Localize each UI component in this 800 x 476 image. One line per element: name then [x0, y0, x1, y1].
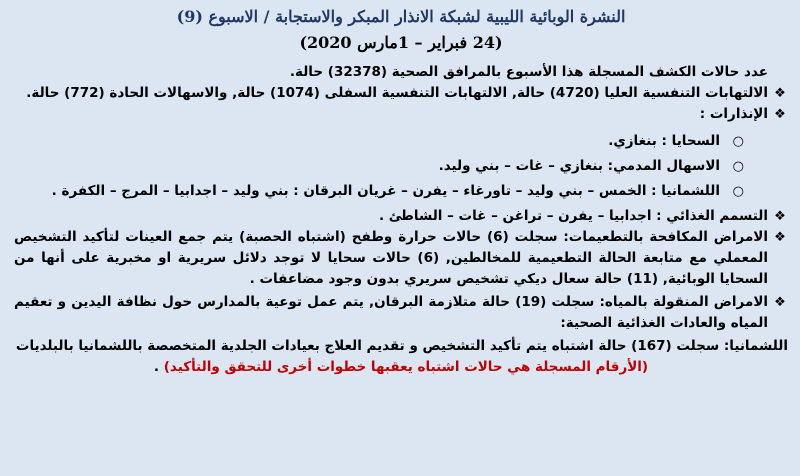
diamond-bullet-icon: ❖ [774, 295, 786, 310]
leishmaniasis-note: اللشمانيا: سجلت (167) حالة اشتباه يتم تأكيد التشخيص و تقديم العلاج بعيادات الجلدية المتخصصة باللشمانيا بالبلديات [15, 338, 788, 354]
circle-bullet-icon: ○ [732, 159, 744, 174]
waterborne-bullet [14, 292, 788, 334]
respiratory-text: الالتهابات التنفسية العليا (4720) حالة, الالتهابات التنفسية السفلى (1074) حالة, والاسهالات الحادة (772) حالة. [26, 85, 768, 101]
diamond-bullet-icon: ❖ [774, 209, 786, 224]
footnote-dot: . [153, 359, 160, 375]
food-poisoning-bullet [14, 206, 788, 227]
diamond-bullet-icon: ❖ [774, 107, 786, 122]
alert-item-text: اللشمانيا : الخمس – بني وليد – تاورغاء – يفرن – غريان البرقان : بني وليد – اجدابيا – المرج – الكفرة . [51, 183, 720, 199]
waterborne-text: الامراض المنقولة بالمياه: سجلت (19) حالة متلازمة البرقان, يتم عمل توعية بالمدارس حول نظافة اليدين و تعقيم المياه والعادات الغذائية الصحية: [14, 294, 768, 331]
vaccine-diseases-bullet [14, 227, 788, 290]
alert-item-text: الاسهال المدمي: بنغازي – غات – بني وليد. [438, 158, 720, 174]
total-cases-line: عدد حالات الكشف المسجلة هذا الأسبوع بالمرافق الصحية (32378) حالة. [289, 64, 768, 80]
circle-bullet-icon: ○ [732, 184, 744, 199]
alerts-heading: الإنذارات : [699, 106, 768, 122]
respiratory-bullet [14, 83, 788, 104]
diamond-bullet-icon: ❖ [774, 86, 786, 101]
alerts-bullet [14, 104, 788, 125]
alert-item [14, 156, 788, 177]
bulletin-date-range: (24 فبراير – 1مارس 2020) [299, 33, 503, 52]
food-poisoning-text: التسمم الغذائي : اجدابيا – يفرن – تراغن – غات – الشاطئ . [378, 208, 768, 224]
footnote-text: (الأرقام المسجلة هي حالات اشتباه يعقبها خطوات أخرى للتحقق والتأكيد) [163, 359, 649, 375]
alert-item-text: السحايا : بنغازي. [608, 133, 720, 149]
vaccine-diseases-text: الامراض المكافحة بالتطعيمات: سجلت (6) حالات حرارة وطفح (اشتباه الحصبة) يتم جمع العينات لتأكيد التشخيص المعملي مع متابعة الحالة التطعيمية للمخالطين, (6) حالات سحايا لا توجد دلائل سريرية او مخبرية على أنها من السحايا الوبائية, (11) حالة سعال ديكي تشخيص سريري بدون وجود مضاعفات . [14, 229, 768, 287]
bulletin-title: النشرة الوبائية الليبية لشبكة الانذار المبكر والاستجابة / الاسبوع (9) [176, 7, 626, 26]
circle-bullet-icon: ○ [732, 134, 744, 149]
alert-item [14, 131, 788, 152]
footnote-line [14, 357, 788, 378]
alert-item [14, 181, 788, 202]
diamond-bullet-icon: ❖ [774, 230, 786, 245]
